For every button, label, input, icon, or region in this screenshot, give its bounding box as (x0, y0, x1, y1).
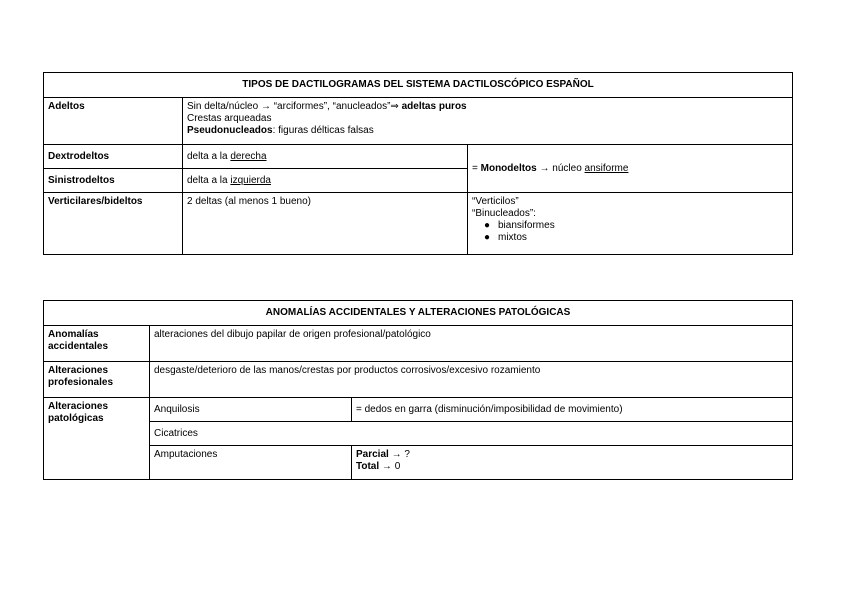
anomalias-description: alteraciones del dibujo papilar de origen profesional/patológico (150, 326, 793, 362)
list-item: ● mixtos (484, 232, 527, 243)
adeltos-description (183, 98, 793, 145)
amputaciones-description (352, 446, 793, 480)
adeltos-line-3: Pseudonucleados: figuras délticas falsas (187, 125, 374, 136)
row-label-verticilares: Verticilares/bideltos (44, 193, 183, 255)
anquilosis-label: Anquilosis (150, 398, 352, 422)
binucleados-list (472, 220, 788, 244)
anquilosis-description: = dedos en garra (disminución/imposibilidad de movimiento) (352, 398, 793, 422)
profesionales-description: desgaste/deterioro de las manos/crestas por productos corrosivos/excesivo rozamiento (150, 362, 793, 398)
verticilares-description: 2 deltas (al menos 1 bueno) (183, 193, 468, 255)
table-title: TIPOS DE DACTILOGRAMAS DEL SISTEMA DACTILOSCÓPICO ESPAÑOL (44, 73, 793, 98)
row-label-dextrodeltos: Dextrodeltos (44, 145, 183, 169)
row-label-anomalias: Anomalías accidentales (44, 326, 150, 362)
anomalias-table (43, 300, 793, 480)
row-label-sinistrodeltos: Sinistrodeltos (44, 169, 183, 193)
dextrodeltos-description: delta a la derecha (183, 145, 468, 169)
adeltos-line-1: Sin delta/núcleo → “arciformes”, “anucleados”⇒ adeltas puros (187, 101, 467, 112)
amputaciones-label: Amputaciones (150, 446, 352, 480)
row-label-patologicas: Alteraciones patológicas (44, 398, 150, 480)
bullet-icon: ● (484, 220, 491, 231)
table-title: ANOMALÍAS ACCIDENTALES Y ALTERACIONES PATOLÓGICAS (44, 301, 793, 326)
parcial-line: Parcial → ? (356, 449, 410, 460)
verticilares-types (468, 193, 793, 255)
bullet-icon: ● (484, 232, 491, 243)
dactilogramas-table (43, 72, 793, 255)
sinistrodeltos-description: delta a la izquierda (183, 169, 468, 193)
row-label-profesionales: Alteraciones profesionales (44, 362, 150, 398)
verticilos-line: “Verticilos” (472, 196, 519, 207)
row-label-adeltos: Adeltos (44, 98, 183, 145)
monodeltos-cell: = Monodeltos → núcleo ansiforme (468, 145, 793, 193)
binucleados-line: “Binucleados”: (472, 208, 536, 219)
adeltos-line-2: Crestas arqueadas (187, 113, 272, 124)
list-item: ● biansiformes (484, 220, 555, 231)
total-line: Total → 0 (356, 461, 401, 472)
cicatrices-label: Cicatrices (150, 422, 793, 446)
